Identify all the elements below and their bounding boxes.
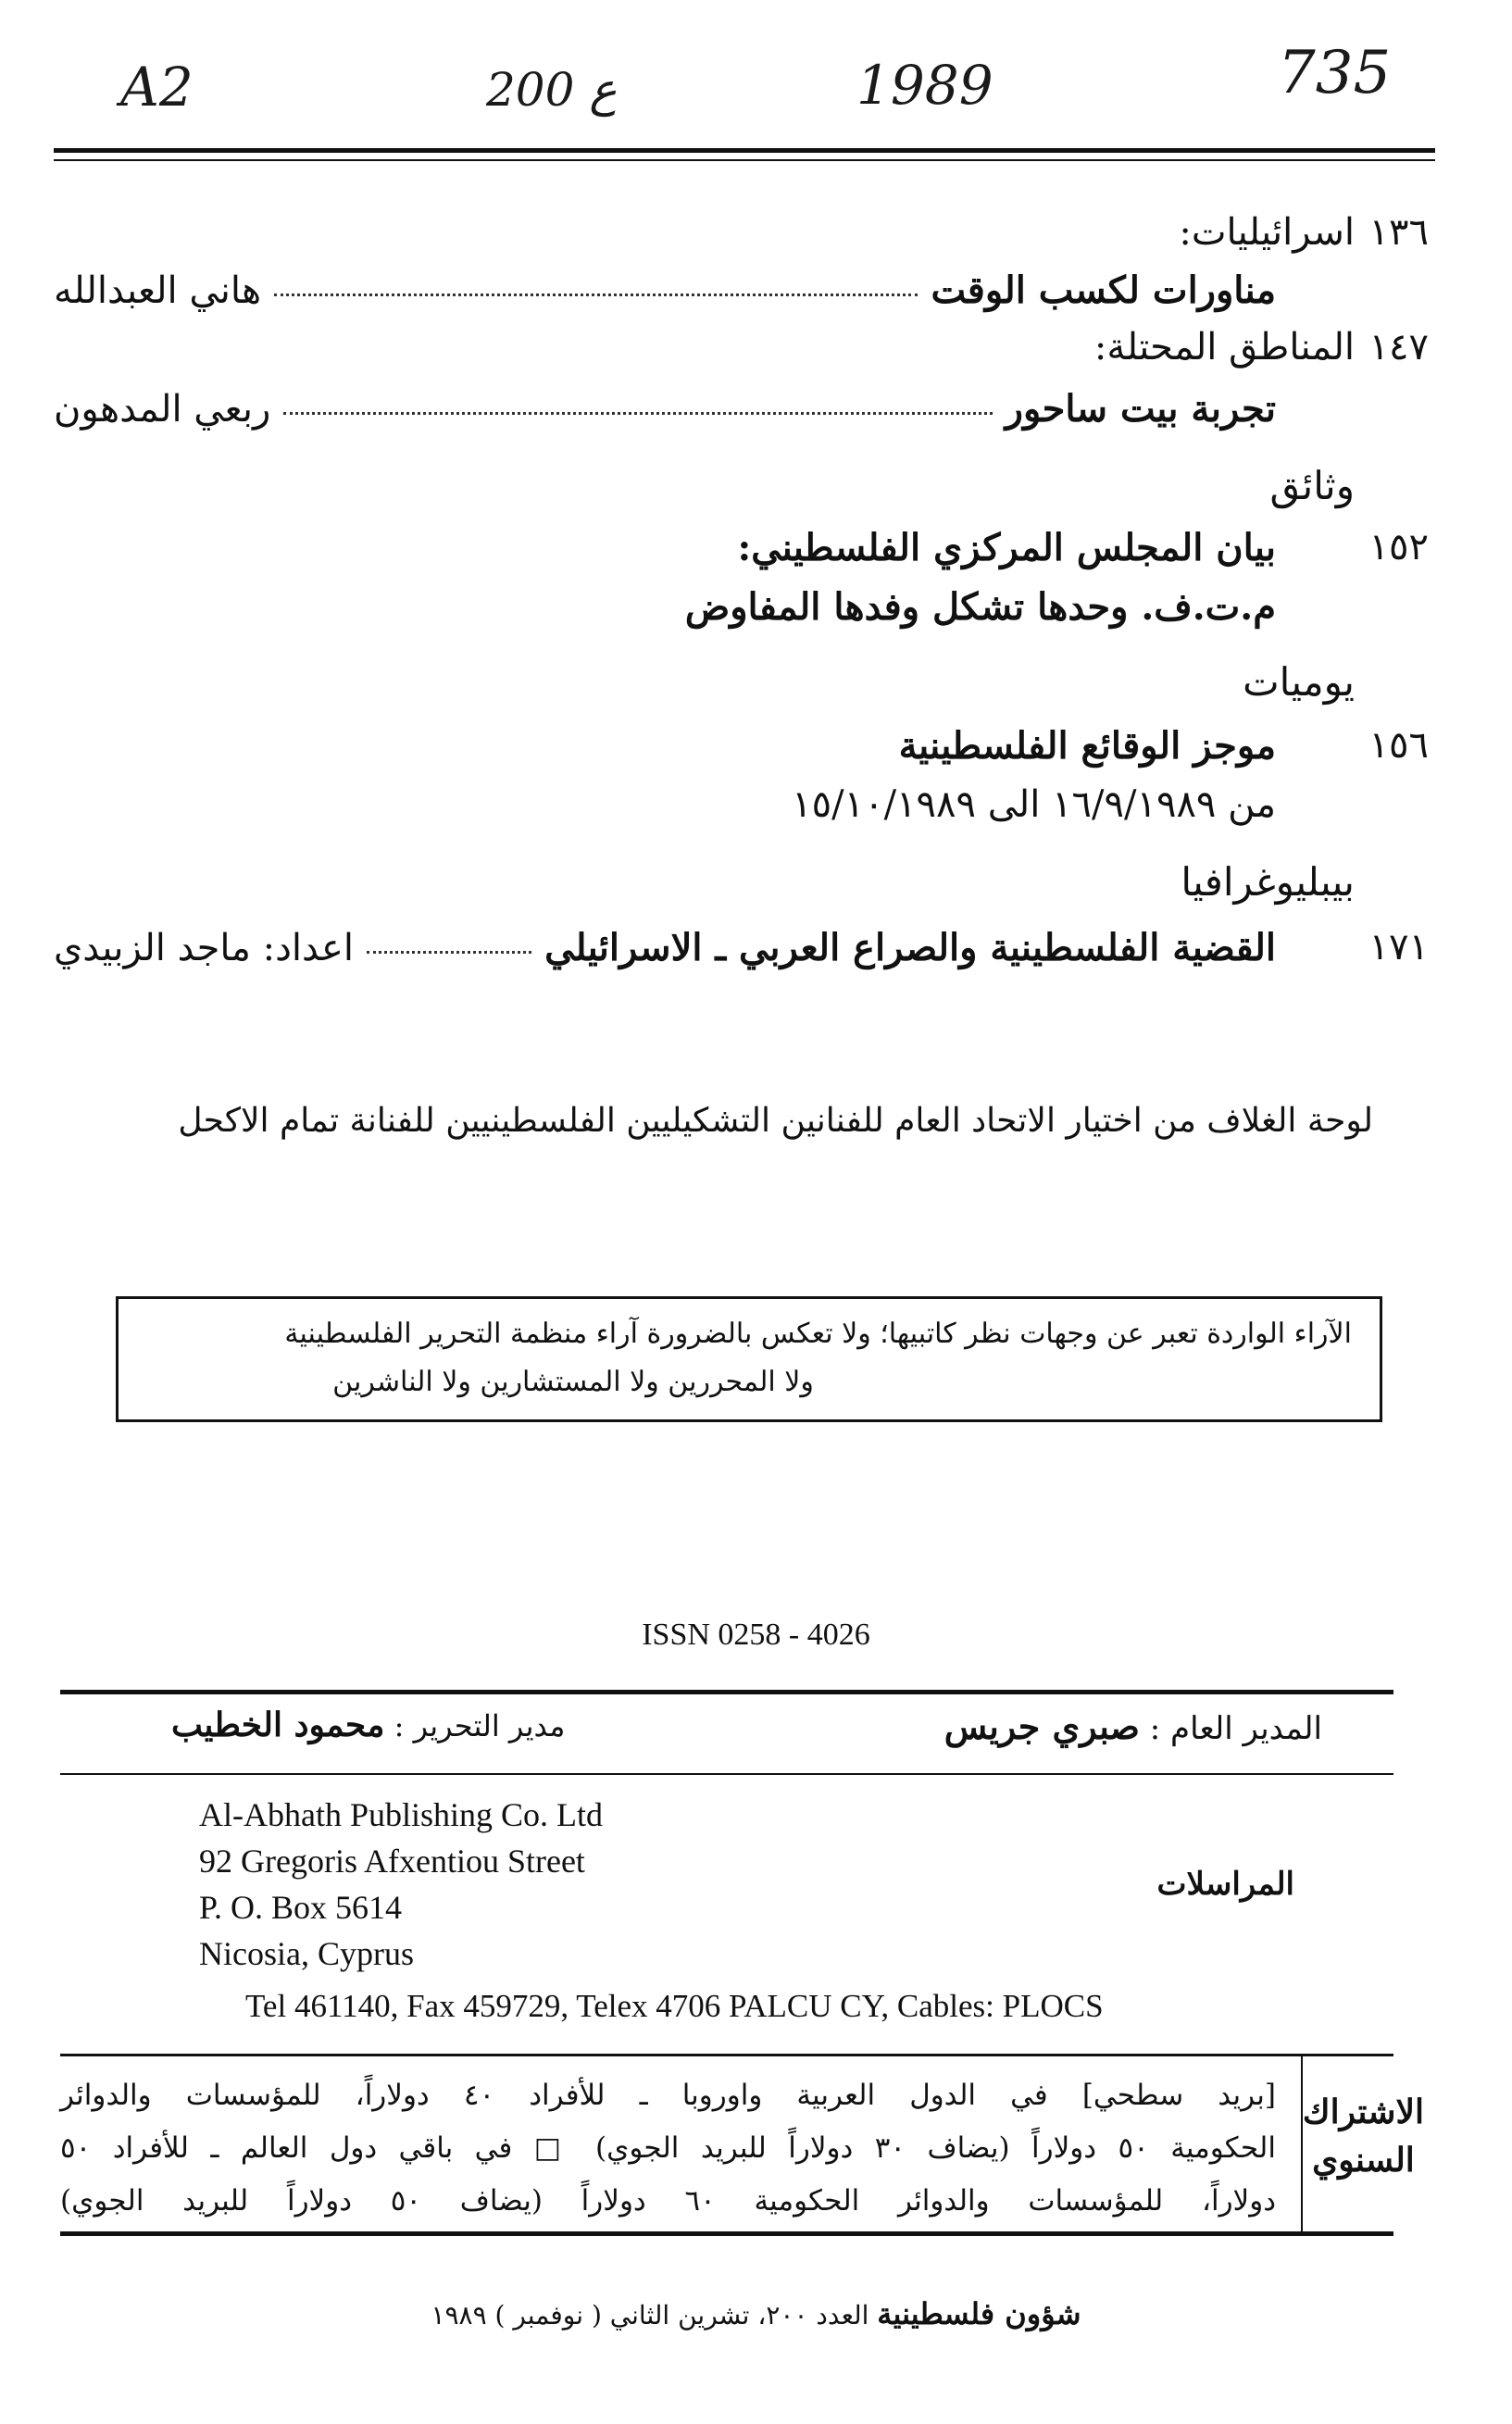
- handwritten-year: 1989: [856, 54, 993, 117]
- staff-rule: [60, 1690, 1393, 1694]
- disclaimer-box: [116, 1296, 1382, 1422]
- handwritten-code: A2: [120, 56, 194, 119]
- address-line: Al-Abhath Publishing Co. Ltd: [199, 1796, 604, 1833]
- toc-subtitle: م.ت.ف. وحدها تشكل وفدها المفاوض: [684, 585, 1276, 629]
- subscription-label-line: السنوي: [1312, 2141, 1415, 2180]
- contact-line: Tel 461140, Fax 459729, Telex 4706 PALCU CY, Cables: PLOCS: [245, 1988, 1104, 2024]
- address-block: [199, 1792, 603, 1977]
- subscription-line: [بريد سطحي] في الدول العربية واوروبا ـ للأفراد ٤٠ دولاراً، للمؤسسات والدوائر: [60, 2079, 1276, 2112]
- subscription-label: [1303, 2088, 1424, 2184]
- cover-note: لوحة الغلاف من اختيار الاتحاد العام للفنانين التشكيليين الفلسطينيين للفنانة تمام الاكحل: [178, 1102, 1373, 1140]
- toc-entry-row: [54, 926, 1276, 969]
- toc-title: تجربة بيت ساحور: [1005, 387, 1276, 431]
- toc-title: بيان المجلس المركزي الفلسطيني:: [737, 526, 1276, 569]
- section-heading-diaries: يوميات: [1243, 659, 1355, 705]
- disclaimer-line: الآراء الواردة تعبر عن وجهات نظر كاتبيها؛ ولا تعكس بالضرورة آراء منظمة التحرير الفلسطينية: [284, 1318, 1352, 1350]
- issn: ISSN 0258 - 4026: [642, 1618, 870, 1652]
- subscription-label-line: الاشتراك: [1302, 2093, 1424, 2131]
- gm-name: صبري جريس: [943, 1706, 1140, 1747]
- editor-label: مدير التحرير :: [394, 1708, 566, 1743]
- address-line: 92 Gregoris Afxentiou Street: [199, 1843, 585, 1880]
- correspondence-label: المراسلات: [1156, 1866, 1294, 1903]
- page-footer: [0, 2296, 1512, 2331]
- gm-label: المدير العام :: [1149, 1710, 1322, 1747]
- toc-author: ربعي المدهون: [54, 388, 271, 431]
- subscription-text: [60, 2069, 1276, 2228]
- top-rule-thick: [54, 148, 1435, 153]
- subscription-rule: [60, 2054, 1393, 2056]
- editor-name: محمود الخطيب: [171, 1706, 385, 1744]
- issue-info: العدد ٢٠٠، تشرين الثاني ( نوفمبر ) ١٩٨٩: [431, 2300, 869, 2330]
- toc-author: اعداد: ماجد الزبيدي: [54, 927, 355, 969]
- toc-subtitle: من ١٦/٩/١٩٨٩ الى ١٥/١٠/١٩٨٩: [792, 783, 1276, 826]
- toc-section-label: المناطق المحتلة:: [1093, 326, 1355, 369]
- bottom-rule: [60, 2231, 1393, 2236]
- toc-page-number: ١٤٧: [1368, 326, 1429, 369]
- toc-page-number: ١٣٦: [1368, 211, 1429, 254]
- toc-title: مناورات لكسب الوقت: [931, 269, 1276, 312]
- section-heading-bibliography: بيبليوغرافيا: [1181, 859, 1355, 905]
- section-heading-documents: وثائق: [1269, 463, 1355, 508]
- top-rule-thin: [54, 159, 1435, 161]
- address-line: P. O. Box 5614: [199, 1889, 403, 1926]
- toc-title: موجز الوقائع الفلسطينية: [898, 724, 1276, 768]
- toc-entry-row: [54, 387, 1276, 431]
- leader-dots: [283, 403, 992, 415]
- address-line: Nicosia, Cyprus: [199, 1935, 414, 1972]
- general-manager: [944, 1706, 1322, 1747]
- handwritten-ref: 735: [1278, 39, 1392, 107]
- toc-title: القضية الفلسطينية والصراع العربي ـ الاسرائيلي: [544, 926, 1276, 969]
- leader-dots: [367, 942, 531, 954]
- correspondence-rule: [60, 1773, 1393, 1775]
- disclaimer-line: ولا المحررين ولا المستشارين ولا الناشرين: [332, 1366, 814, 1398]
- leader-dots: [274, 284, 918, 296]
- toc-page-number: ١٥٦: [1368, 724, 1429, 767]
- toc-section-label: اسرائيليات:: [1179, 211, 1355, 254]
- toc-page-number: ١٥٢: [1368, 526, 1429, 569]
- editor-in-chief: [171, 1706, 565, 1744]
- subscription-line: دولاراً، للمؤسسات والدوائر الحكومية ٦٠ دولاراً (يضاف ٥٠ دولاراً للبريد الجوي): [60, 2184, 1277, 2218]
- handwritten-issue: 200 ع: [486, 63, 618, 117]
- toc-page-number: ١٧١: [1368, 926, 1429, 968]
- toc-entry-row: [54, 269, 1276, 312]
- journal-name: شؤون فلسطينية: [877, 2296, 1081, 2331]
- toc-author: هاني العبدالله: [54, 269, 262, 312]
- subscription-line: الحكومية ٥٠ دولاراً (يضاف ٣٠ دولاراً للبريد الجوي) □ في باقي دول العالم ـ للأفراد ٥٠: [60, 2131, 1276, 2165]
